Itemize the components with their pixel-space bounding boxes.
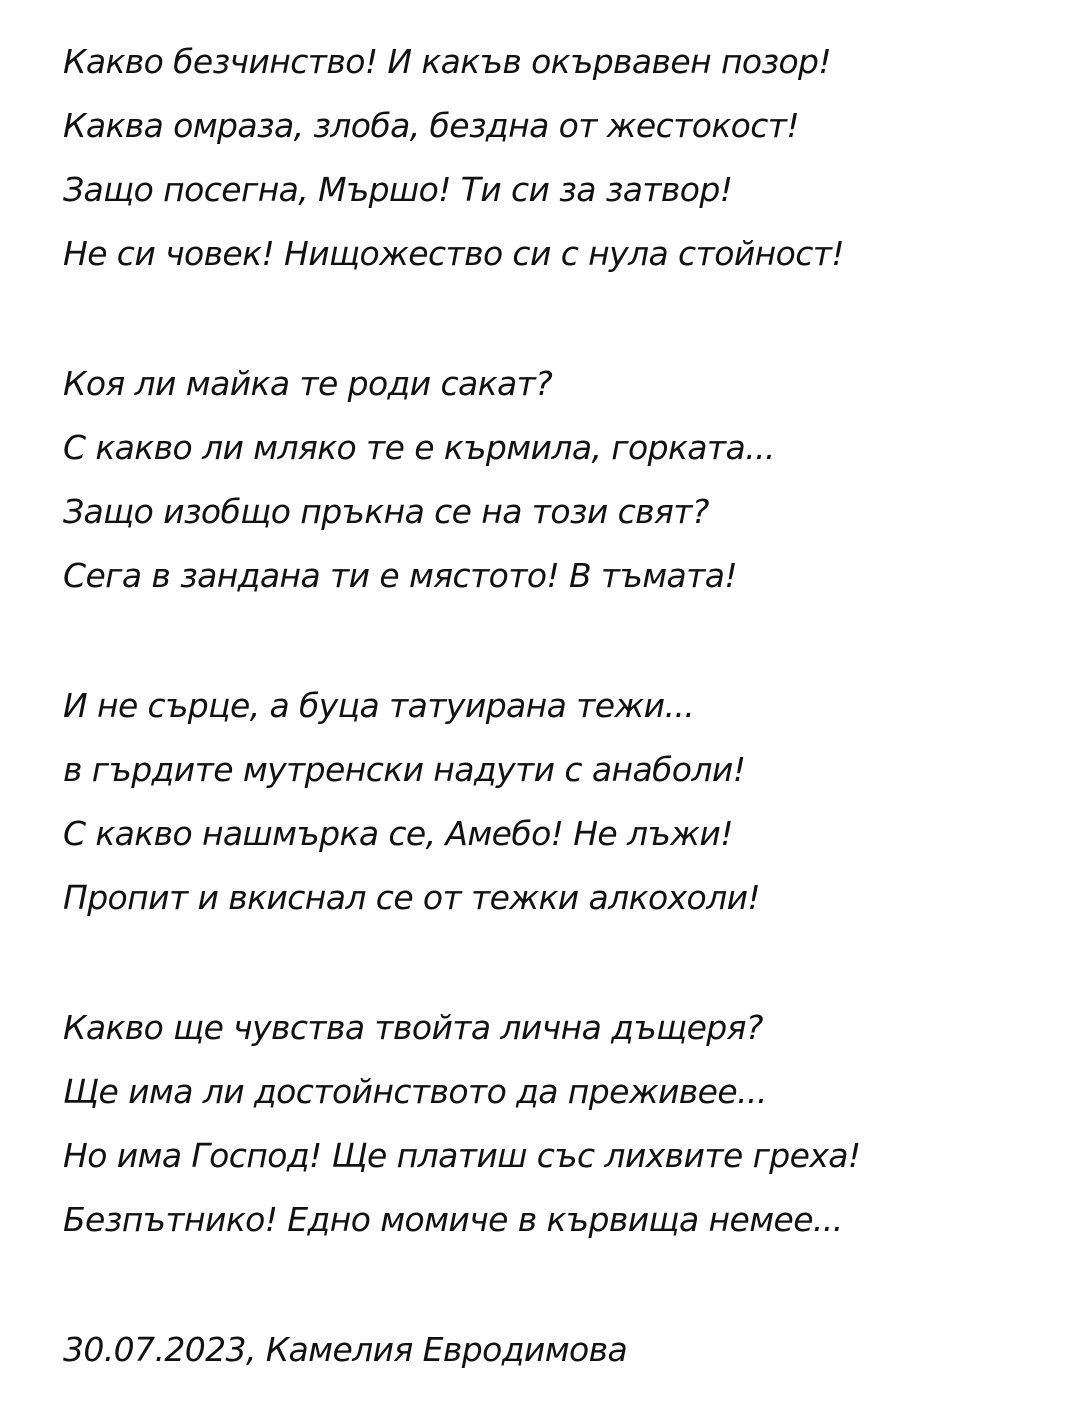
poem-line: И не сърце, а буца татуирана тежи... bbox=[63, 686, 695, 725]
poem-line: Безпътнико! Едно момиче в кървища немее... bbox=[63, 1200, 843, 1239]
poem-line: в гърдите мутренски надути с анаболи! bbox=[63, 750, 746, 789]
poem-line: Какво ще чувства твойта лична дъщеря? bbox=[63, 1008, 763, 1047]
date-and-author-signature: 30.07.2023, Камелия Евродимова bbox=[63, 1330, 628, 1369]
poem-line: Но има Господ! Ще платиш със лихвите греха! bbox=[63, 1136, 861, 1175]
poem-line: Какво безчинство! И какъв окървавен позор! bbox=[63, 42, 832, 81]
poem-line: Коя ли майка те роди сакат? bbox=[63, 364, 553, 403]
poem-line: Каква омраза, злоба, бездна от жестокост! bbox=[63, 106, 800, 145]
poem-line: С какво ли мляко те е кърмила, горката... bbox=[63, 428, 775, 467]
poem-line: Защо изобщо пръкна се на този свят? bbox=[63, 492, 709, 531]
poem-line: С какво нашмърка се, Амебо! Не лъжи! bbox=[63, 814, 733, 853]
stanza-3 bbox=[63, 674, 1063, 930]
stanza-4 bbox=[63, 996, 1063, 1252]
stanza-2 bbox=[63, 352, 1063, 608]
poem-line: Не си човек! Нищожество си с нула стойност! bbox=[63, 234, 845, 273]
poem-line: Защо посегна, Мършо! Ти си за затвор! bbox=[63, 170, 733, 209]
stanza-1 bbox=[63, 30, 1063, 286]
poem-line: Сега в зандана ти е мястото! В тъмата! bbox=[63, 556, 738, 595]
poem-line: Пропит и вкиснал се от тежки алкохоли! bbox=[63, 878, 761, 917]
poem-text bbox=[63, 30, 1063, 1382]
poem-line: Ще има ли достойнството да преживее... bbox=[63, 1072, 767, 1111]
